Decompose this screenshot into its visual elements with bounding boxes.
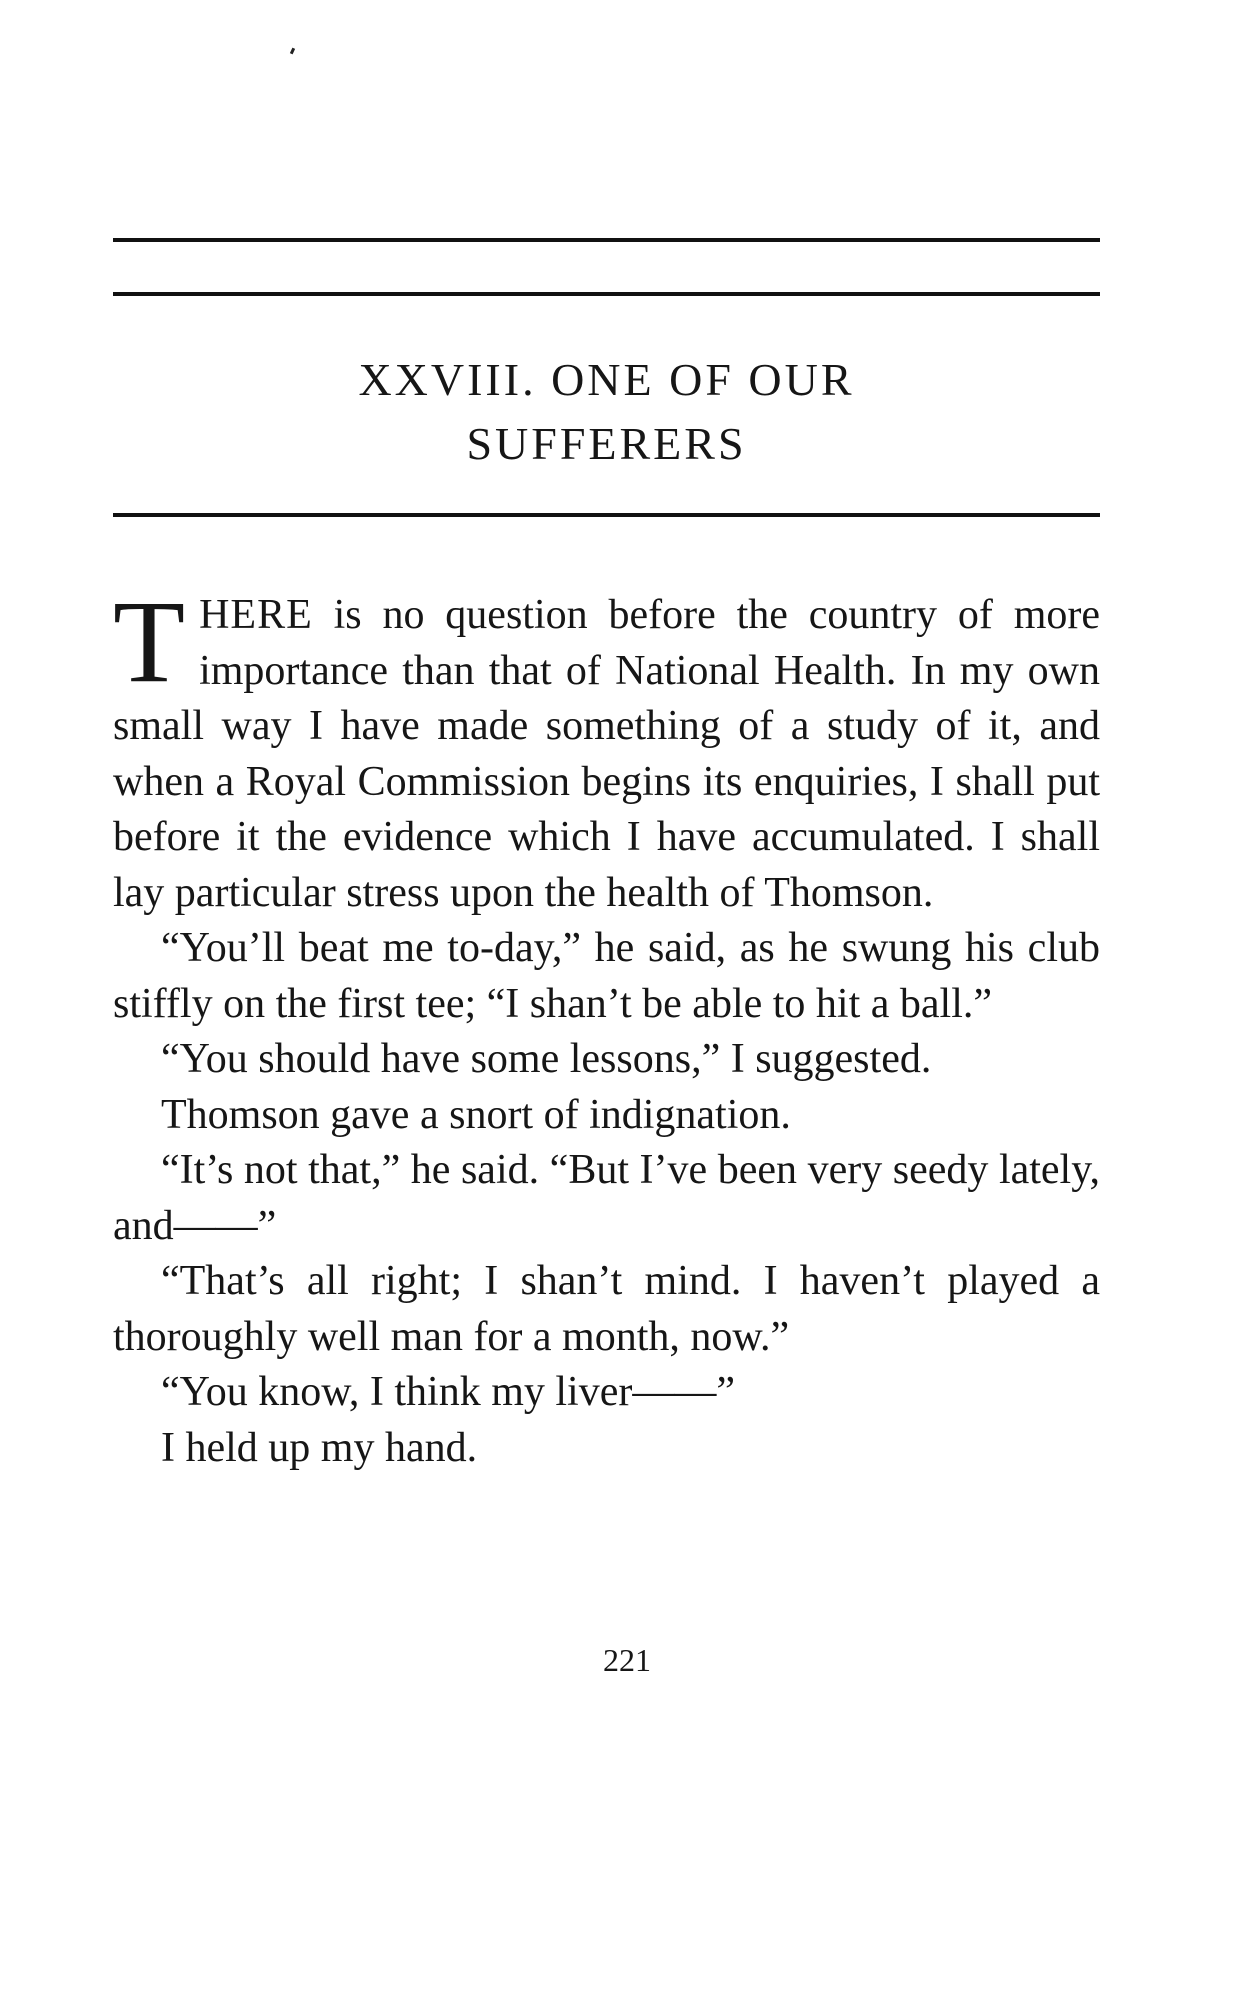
paragraph: “You’ll beat me to-day,” he said, as he swung his club stiffly on the first tee; “I shan’t be able to hit a ball.”: [113, 925, 1100, 1027]
paragraph: Thomson gave a snort of indignation.: [161, 1091, 791, 1138]
paragraph: “That’s all right; I shan’t mind. I haven’t played a thoroughly well man for a month, now.”: [113, 1258, 1100, 1360]
paragraph: I held up my hand.: [161, 1424, 478, 1471]
paragraph: “It’s not that,” he said. “But I’ve been very seedy lately, and——”: [113, 1147, 1100, 1249]
paragraph: “You know, I think my liver——”: [161, 1369, 735, 1415]
page-number: 221: [603, 1642, 651, 1678]
chapter-body: [113, 576, 1100, 1476]
second-rule: [113, 292, 1100, 296]
chapter-title-line-2: SUFFERERS: [466, 418, 747, 469]
opening-paragraph: [113, 576, 1100, 921]
paragraph: “You should have some lessons,” I suggested.: [161, 1036, 932, 1082]
chapter-title: [113, 348, 1100, 476]
opening-paragraph-text: is no question before the country of more importance than that of National Health. In my own small way I have made something of a study of it, and when a Royal Commission begins its enquiries, I shall put before it the evidence which I have accumulated. I shall lay particular stress upon the health of Thomson.: [113, 592, 1100, 916]
title-bottom-rule: [113, 513, 1100, 517]
opening-word-rest: HERE: [199, 592, 313, 638]
chapter-title-line-1: XXVIII. ONE OF OUR: [358, 354, 855, 405]
stray-print-mark: [290, 48, 295, 55]
drop-cap: T: [113, 576, 186, 707]
top-rule: [113, 238, 1100, 242]
